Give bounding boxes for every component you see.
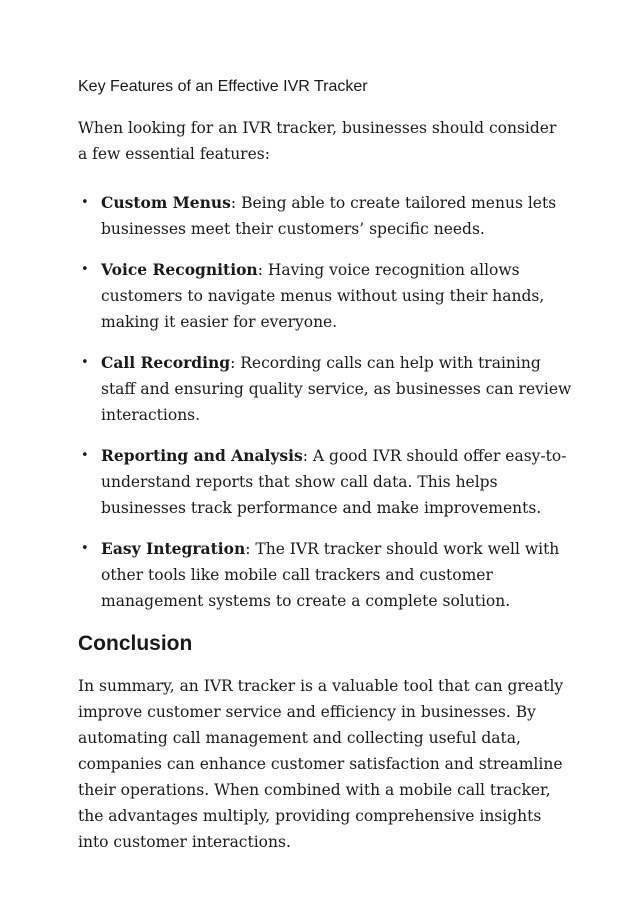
feature-item-easy-integration: [78, 536, 578, 614]
feature-item-call-recording: [78, 350, 578, 428]
bullet-icon: •: [81, 448, 89, 463]
feature-item-reporting-analysis: [78, 443, 578, 521]
feature-item-voice-recognition: [78, 257, 578, 335]
bullet-icon: •: [81, 541, 89, 556]
bullet-icon: •: [81, 355, 89, 370]
intro-paragraph: When looking for an IVR tracker, businesses should consider a few essential features:: [78, 119, 557, 163]
feature-term: Call Recording: [101, 353, 231, 372]
feature-term: Reporting and Analysis: [101, 446, 303, 465]
feature-description: : A good IVR should offer easy-to-understand reports that show call data. This helps businesses track performance and make improvements.: [101, 447, 567, 517]
feature-term: Voice Recognition: [101, 260, 258, 279]
section-subheading: Key Features of an Effective IVR Tracker: [78, 78, 368, 95]
feature-description: : Recording calls can help with training staff and ensuring quality service, as businesses can review interactions.: [101, 354, 572, 424]
bullet-icon: •: [81, 262, 89, 277]
feature-description: : The IVR tracker should work well with other tools like mobile call trackers and customer management systems to create a complete solution.: [101, 540, 560, 610]
feature-term: Custom Menus: [101, 193, 231, 212]
feature-list: [78, 190, 578, 629]
feature-description: : Having voice recognition allows customers to navigate menus without using their hands, making it easier for everyone.: [101, 261, 545, 331]
feature-item-custom-menus: [78, 190, 578, 242]
bullet-icon: •: [81, 195, 89, 210]
feature-description: : Being able to create tailored menus lets businesses meet their customers’ specific needs.: [101, 194, 557, 238]
feature-term: Easy Integration: [101, 539, 246, 558]
conclusion-heading: Conclusion: [78, 632, 193, 655]
conclusion-paragraph: In summary, an IVR tracker is a valuable tool that can greatly improve customer service and efficiency in businesses. By automating call management and collecting useful data, companies can enhance customer satisfaction and streamline their operations. When combined with a mobile call tracker, the advantages multiply, providing comprehensive insights into customer interactions.: [78, 677, 564, 851]
